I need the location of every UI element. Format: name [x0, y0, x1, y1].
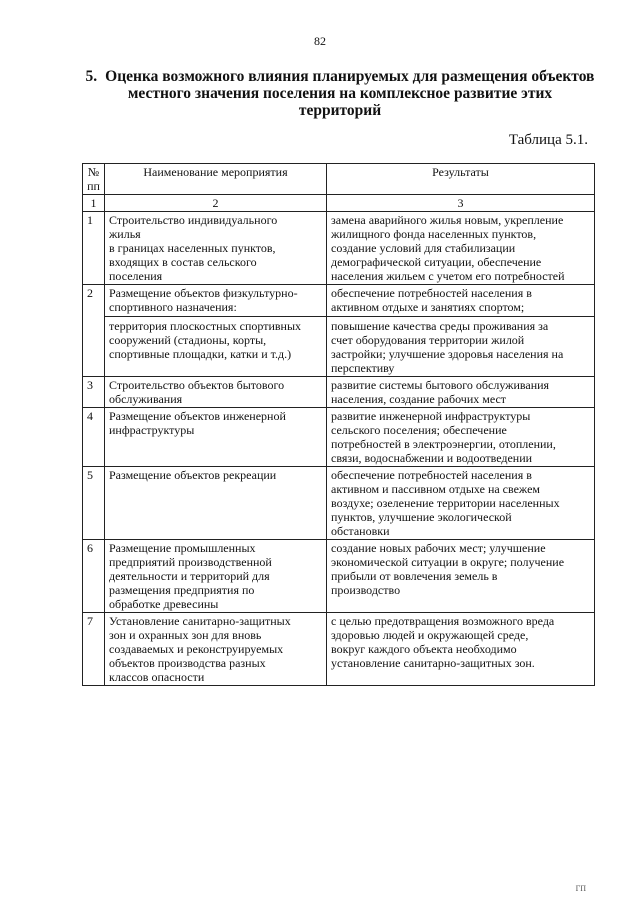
measure-name-cell-line: Размещение объектов физкультурно- — [109, 286, 298, 300]
measure-name-cell — [105, 408, 327, 467]
result-cell-line: создание новых рабочих мест; улучшение — [331, 541, 546, 555]
result-cell-line: связи, водоснабжении и водоотведении — [331, 451, 533, 465]
result-cell-line: развитие системы бытового обслуживания — [331, 378, 550, 392]
result-cell — [327, 540, 595, 613]
table-row — [83, 408, 595, 467]
result-cell-line: обстановки — [331, 524, 390, 538]
result-cell-line: активном и пассивном отдыхе на свежем — [331, 482, 540, 496]
heading-line-2: местного значения поселения на комплексное развитие этих — [127, 85, 553, 102]
measures-table — [82, 163, 595, 686]
result-cell-sub-line: повышение качества среды проживания за — [331, 319, 549, 333]
measure-name-cell — [105, 540, 327, 613]
result-cell-line: населения, создание рабочих мест — [331, 392, 507, 406]
header-name: Наименование мероприятия — [105, 164, 327, 195]
result-cell-line: сельского поселения; обеспечение — [331, 423, 507, 437]
measure-name-cell-line: обработке древесины — [109, 597, 219, 611]
row-number: 1 — [83, 212, 105, 285]
measure-name-cell-sub-line: сооружений (стадионы, корты, — [109, 333, 267, 347]
result-cell-sub-line: застройки; улучшение здоровья населения на — [331, 347, 564, 361]
row-number: 6 — [83, 540, 105, 613]
result-cell-line: обеспечение потребностей населения в — [331, 468, 532, 482]
measure-name-cell — [105, 212, 327, 285]
measure-name-cell-line: Размещение объектов рекреации — [109, 468, 277, 482]
result-cell-line: прибыли от вовлечения земель в — [331, 569, 498, 583]
measure-name-cell-line: Строительство индивидуального — [109, 213, 278, 227]
measure-name-cell-line: Размещение промышленных — [109, 541, 256, 555]
row-number: 4 — [83, 408, 105, 467]
measure-name-cell-line: обслуживания — [109, 392, 183, 406]
measure-name-cell-line: объектов производства разных — [109, 656, 266, 670]
row-number: 2 — [83, 285, 105, 377]
index-cell-2: 2 — [105, 195, 327, 212]
table-body — [83, 212, 595, 686]
measure-name-cell-subsection — [105, 316, 326, 361]
result-cell — [327, 377, 595, 408]
index-cell-3: 3 — [327, 195, 595, 212]
table-header-row — [83, 164, 595, 195]
heading-line-3: территорий — [298, 102, 382, 119]
result-cell-line: установление санитарно-защитных зон. — [331, 656, 535, 670]
measure-name-cell-sub-line: территория плоскостных спортивных — [109, 319, 302, 333]
result-cell-line: экономической ситуации в округе; получение — [331, 555, 565, 569]
result-cell-line: производство — [331, 583, 401, 597]
section-heading — [80, 68, 600, 119]
table-row — [83, 285, 595, 377]
measure-name-cell-sub-line: спортивные площадки, катки и т.д.) — [109, 347, 292, 361]
heading-line-1: 5. Оценка возможного влияния планируемых для размещения объектов — [85, 68, 595, 85]
result-cell — [327, 212, 595, 285]
heading-number: 5. — [85, 68, 98, 85]
result-cell-line: активном отдыхе и занятиях спортом; — [331, 300, 525, 314]
table-row — [83, 467, 595, 540]
result-cell — [327, 467, 595, 540]
result-cell-line: населения жильем с учетом его потребностей — [331, 269, 565, 283]
measure-name-cell-line: Строительство объектов бытового — [109, 378, 285, 392]
result-cell-line: замена аварийного жилья новым, укрепление — [331, 213, 564, 227]
measure-name-cell-line: Размещение объектов инженерной — [109, 409, 286, 423]
measure-name-cell-line: в границах населенных пунктов, — [109, 241, 276, 255]
result-cell-sub-line: перспективу — [331, 361, 395, 375]
measure-name-cell-line: создаваемых и реконструируемых — [109, 642, 284, 656]
measure-name-cell-line: инфраструктуры — [109, 423, 195, 437]
measure-name-cell-line: деятельности и территорий для — [109, 569, 270, 583]
result-cell-subsection — [327, 316, 594, 375]
table-row — [83, 540, 595, 613]
measure-name-cell-line: поселения — [109, 269, 163, 283]
result-cell-line: воздухе; озеленение территории населенных — [331, 496, 560, 510]
page-number: 82 — [314, 34, 326, 48]
row-number: 5 — [83, 467, 105, 540]
result-cell-line: развитие инженерной инфраструктуры — [331, 409, 531, 423]
table-row — [83, 613, 595, 686]
row-number: 3 — [83, 377, 105, 408]
header-no: № пп — [83, 164, 105, 195]
result-cell-line: обеспечение потребностей населения в — [331, 286, 532, 300]
table-row — [83, 212, 595, 285]
measure-name-cell — [105, 377, 327, 408]
result-cell-line: жилищного фонда населенных пунктов, — [331, 227, 537, 241]
measure-name-cell-line: предприятий производственной — [109, 555, 272, 569]
measure-name-cell-line: размещения предприятия по — [109, 583, 255, 597]
measure-name-cell — [105, 613, 327, 686]
measure-name-cell-line: Установление санитарно-защитных — [109, 614, 291, 628]
result-cell-line: пунктов, улучшение экологической — [331, 510, 512, 524]
result-cell-line: создание условий для стабилизации — [331, 241, 516, 255]
table-caption: Таблица 5.1. — [508, 132, 588, 148]
footer-mark: ГП — [575, 884, 586, 893]
measure-name-cell — [105, 285, 327, 377]
result-cell — [327, 285, 595, 377]
measure-name-cell — [105, 467, 327, 540]
measure-name-cell-line: входящих в состав сельского — [109, 255, 257, 269]
table-index-row — [83, 195, 595, 212]
result-cell-line: с целью предотвращения возможного вреда — [331, 614, 555, 628]
measure-name-cell-line: классов опасности — [109, 670, 205, 684]
measure-name-cell-line: зон и охранных зон для вновь — [109, 628, 262, 642]
row-number: 7 — [83, 613, 105, 686]
result-cell-line: потребностей в электроэнергии, отоплении, — [331, 437, 556, 451]
result-cell-line: демографической ситуации, обеспечение — [331, 255, 542, 269]
result-cell — [327, 613, 595, 686]
result-cell-line: здоровью людей и окружающей среде, — [331, 628, 529, 642]
index-cell-1: 1 — [83, 195, 105, 212]
result-cell-line: вокруг каждого объекта необходимо — [331, 642, 517, 656]
header-results: Результаты — [327, 164, 595, 195]
result-cell — [327, 408, 595, 467]
measure-name-cell-line: спортивного назначения: — [109, 300, 237, 314]
table-row — [83, 377, 595, 408]
result-cell-sub-line: счет оборудования территории жилой — [331, 333, 525, 347]
measure-name-cell-line: жилья — [109, 227, 141, 241]
